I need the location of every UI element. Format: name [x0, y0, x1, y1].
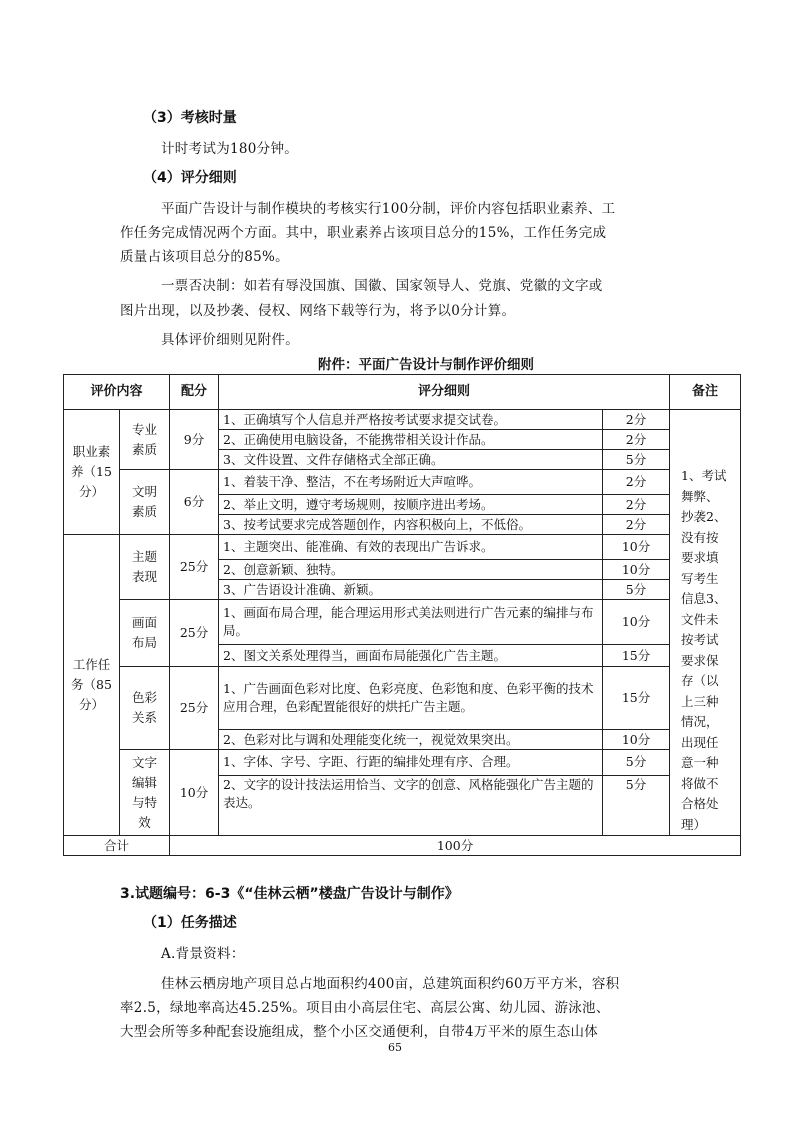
- table-row: 3、文件设置、文件存储格式全部正确。: [219, 450, 603, 470]
- remarks-cell: 1、考试舞弊、抄袭2、没有按要求填写考生信息3、文件未按考试要求保存（以上三种情况，出现任意一种将做不合格处理）: [670, 410, 741, 836]
- table-row: 2、文字的设计技法运用恰当、文字的创意、风格能强化广告主题的表达。: [219, 775, 603, 835]
- paragraph-time: 计时考试为180分钟。: [161, 141, 299, 157]
- table-row: 3、按考试要求完成答题创作，内容积极向上，不低俗。: [219, 515, 603, 535]
- table-row: 2、创意新颖、独特。: [219, 560, 603, 580]
- paragraph-background-line-1: 佳林云栖房地产项目总占地面积约400亩，总建筑面积约60万平方米，容积: [161, 976, 620, 992]
- row-score: 10分: [603, 600, 670, 645]
- points-layout: 25分: [170, 600, 219, 667]
- points-professional-quality: 9分: [170, 410, 219, 470]
- table-row: 2、图文关系处理得当，画面布局能强化广告主题。: [219, 645, 603, 667]
- table-row: 1、主题突出、能准确、有效的表现出广告诉求。: [219, 535, 603, 560]
- table-row: 1、广告画面色彩对比度、色彩亮度、色彩饱和度、色彩平衡的技术应用合理，色彩配置能很好的烘托广告主题。: [219, 667, 603, 730]
- paragraph-rule-line-1: 平面广告设计与制作模块的考核实行100分制，评价内容包括职业素养、工: [161, 201, 616, 217]
- row-score: 5分: [603, 450, 670, 470]
- points-text-effects: 10分: [170, 750, 219, 836]
- row-score: 5分: [603, 580, 670, 600]
- evaluation-table: [63, 374, 741, 856]
- row-score: 5分: [603, 750, 670, 776]
- row-score: 10分: [603, 535, 670, 560]
- table-row: 3、广告语设计准确、新颖。: [219, 580, 603, 600]
- table-row: 2、举止文明，遵守考场规则，按顺序进出考场。: [219, 495, 603, 515]
- heading-assessment-time: （3）考核时量: [143, 110, 237, 126]
- page-number: 65: [388, 1041, 402, 1054]
- row-score: 15分: [603, 667, 670, 730]
- header-content: 评价内容: [64, 375, 170, 410]
- subcategory-theme: 主题表现: [120, 535, 170, 600]
- header-note: 备注: [670, 375, 741, 410]
- table-row: 2、正确使用电脑设备，不能携带相关设计作品。: [219, 430, 603, 450]
- row-score: 15分: [603, 645, 670, 667]
- row-score: 2分: [603, 515, 670, 535]
- subcategory-civility: 文明素质: [120, 470, 170, 535]
- points-civility: 6分: [170, 470, 219, 535]
- heading-task-description: （1）任务描述: [143, 915, 237, 931]
- table-caption: 附件：平面广告设计与制作评价细则: [318, 357, 534, 373]
- subcategory-layout: 画面布局: [120, 600, 170, 667]
- subcategory-color: 色彩关系: [120, 667, 170, 750]
- table-row: 1、画面布局合理，能合理运用形式美法则进行广告元素的编排与布局。: [219, 600, 603, 645]
- paragraph-rule-line-2: 作任务完成情况两个方面。其中，职业素养占该项目总分的15%，工作任务完成: [120, 225, 607, 241]
- table-row: 2、色彩对比与调和处理能变化统一，视觉效果突出。: [219, 730, 603, 750]
- header-detail: 评分细则: [219, 375, 670, 410]
- points-color: 25分: [170, 667, 219, 750]
- heading-scoring-rules: （4）评分细则: [143, 170, 237, 186]
- paragraph-veto-line-1: 一票否决制：如若有辱没国旗、国徽、国家领导人、党旗、党徽的文字或: [161, 278, 603, 294]
- subcategory-text-effects: 文字编辑与特效: [120, 750, 170, 836]
- paragraph-detail-ref: 具体评价细则见附件。: [161, 332, 299, 348]
- points-theme: 25分: [170, 535, 219, 600]
- table-row: 1、字体、字号、字距、行距的编排处理有序、合理。: [219, 750, 603, 776]
- row-score: 2分: [603, 410, 670, 430]
- row-score: 2分: [603, 495, 670, 515]
- category-work-task: 工作任务（85分）: [64, 535, 120, 836]
- total-label: 合计: [64, 836, 170, 856]
- paragraph-background-title: A.背景资料：: [161, 946, 245, 962]
- section-title: 3.试题编号：6-3《“佳林云栖”楼盘广告设计与制作》: [120, 886, 459, 902]
- row-score: 5分: [603, 775, 670, 835]
- header-points: 配分: [170, 375, 219, 410]
- total-value: 100分: [170, 836, 741, 856]
- row-score: 10分: [603, 730, 670, 750]
- paragraph-background-line-2: 率2.5，绿地率高达45.25%。项目由小高层住宅、高层公寓、幼儿园、游泳池、: [120, 1000, 610, 1016]
- paragraph-rule-line-3: 质量占该项目总分的85%。: [120, 249, 289, 265]
- row-score: 2分: [603, 470, 670, 495]
- table-row: 1、着装干净、整洁，不在考场附近大声喧哗。: [219, 470, 603, 495]
- paragraph-veto-line-2: 图片出现，以及抄袭、侵权、网络下载等行为，将予以0分计算。: [120, 303, 516, 319]
- category-professional: 职业素养（15分）: [64, 410, 120, 535]
- paragraph-background-line-3: 大型会所等多种配套设施组成，整个小区交通便利，自带4万平米的原生态山体: [120, 1024, 599, 1040]
- row-score: 10分: [603, 560, 670, 580]
- subcategory-professional-quality: 专业素质: [120, 410, 170, 470]
- row-score: 2分: [603, 430, 670, 450]
- table-row: 1、正确填写个人信息并严格按考试要求提交试卷。: [219, 410, 603, 430]
